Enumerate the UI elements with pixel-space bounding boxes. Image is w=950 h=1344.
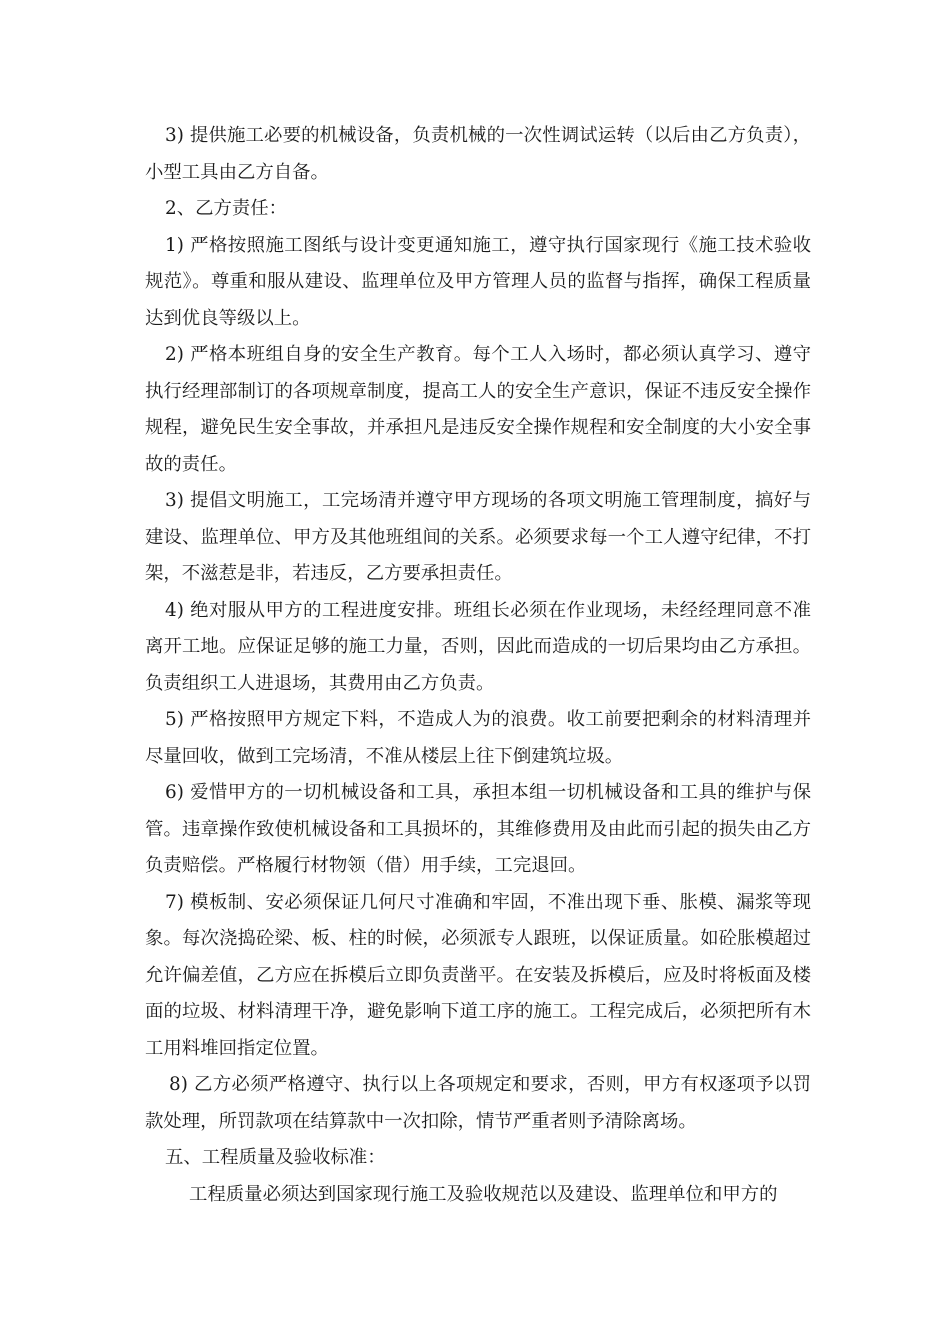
paragraph-party-b-item-6: 6) 爱惜甲方的一切机械设备和工具，承担本组一切机械设备和工具的维护与保管。违章操作致使机械设备和工具损坏的，其维修费用及由此而引起的损失由乙方负责赔偿。严格履行材物领（借）用手续，工完退回。 [145, 782, 811, 876]
document-page [145, 118, 811, 1213]
paragraph-quality-standard: 工程质量必须达到国家现行施工及验收规范以及建设、监理单位和甲方的 [189, 1183, 778, 1205]
paragraph-party-b-item-1: 1) 严格按照施工图纸与设计变更通知施工，遵守执行国家现行《施工技术验收规范》。尊重和服从建设、监理单位及甲方管理人员的监督与指挥，确保工程质量达到优良等级以上。 [145, 234, 811, 329]
heading-quality-acceptance: 五、工程质量及验收标准： [165, 1147, 386, 1168]
paragraph-party-b-item-5: 5) 严格按照甲方规定下料，不造成人为的浪费。收工前要把剩余的材料清理并尽量回收，做到工完场清，不准从楼层上往下倒建筑垃圾。 [145, 709, 811, 767]
paragraph-party-b-item-3: 3) 提倡文明施工，工完场清并遵守甲方现场的各项文明施工管理制度，搞好与建设、监理单位、甲方及其他班组间的关系。必须要求每一个工人遵守纪律，不打架，不滋惹是非，若违反，乙方要承担责任。 [145, 490, 811, 584]
paragraph-party-b-item-8: 8) 乙方必须严格遵守、执行以上各项规定和要求，否则，甲方有权逐项予以罚款处理，所罚款项在结算款中一次扣除，情节严重者则予清除离场。 [145, 1074, 811, 1132]
paragraph-party-b-item-7: 7) 模板制、安必须保证几何尺寸准确和牢固，不准出现下垂、胀模、漏浆等现象。每次浇捣砼梁、板、柱的时候，必须派专人跟班，以保证质量。如砼胀模超过允许偏差值，乙方应在拆模后立即负责凿平。在安装及拆模后，应及时将板面及楼面的垃圾、材料清理干净，避免影响下道工序的施工。工程完成后，必须把所有木工用料堆回指定位置。 [145, 891, 811, 1059]
paragraph-party-b-item-2: 2) 严格本班组自身的安全生产教育。每个工人入场时，都必须认真学习、遵守执行经理部制订的各项规章制度，提高工人的安全生产意识，保证不违反安全操作规程，避免民生安全事故，并承担凡是违反安全操作规程和安全制度的大小安全事故的责任。 [145, 344, 811, 475]
heading-party-b-responsibility: 2、乙方责任： [165, 198, 288, 219]
paragraph-party-a-item-3: 3) 提供施工必要的机械设备，负责机械的一次性调试运转（以后由乙方负责），小型工具由乙方自备。 [145, 125, 811, 183]
paragraph-party-b-item-4: 4) 绝对服从甲方的工程进度安排。班组长必须在作业现场，未经经理同意不准离开工地。应保证足够的施工力量，否则，因此而造成的一切后果均由乙方承担。负责组织工人进退场，其费用由乙方负责。 [145, 599, 811, 694]
